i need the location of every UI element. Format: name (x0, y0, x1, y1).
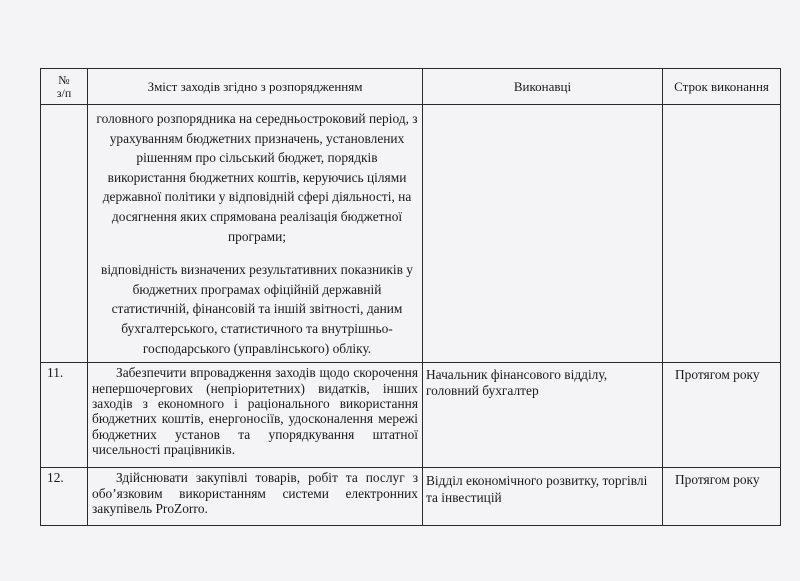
row-12-content: Здійснювати закупівлі товарів, робіт та послуг з обо’язковим використанням системи електронних закупівель ProZorro. (88, 468, 423, 526)
header-number (41, 69, 88, 105)
table-row (41, 468, 781, 526)
continuation-paragraph-1: головного розпорядника на середньостроковий період, з урахуванням бюджетних призначень, установлених рішенням про сільський бюджет, порядків використання бюджетних коштів, керуючись цілями державної політики у відповідній сфері діяльності, на досягнення яких спрямована реалізація бюджетної програми; (96, 111, 418, 244)
continuation-paragraph-2: відповідність визначених результативних показників у бюджетних програмах офіційній державній статистичній, фінансовій та іншій звітності, даним бухгалтерського, статистичного та внутрішньо-господарського (управлінського) обліку. (101, 262, 413, 356)
continuation-term-cell (663, 105, 781, 363)
header-executors (423, 69, 663, 105)
header-executors-label: Виконавці (513, 79, 572, 94)
row-11-number: 11. (41, 363, 88, 468)
row-11-content: Забезпечити впровадження заходів щодо скорочення непершочергових (непріоритетних) видатків, інших заходів з економного і раціонального використання бюджетних коштів, енергоносіїв, удосконалення мережі бюджетних установ та упорядкування штатної чисельності працівників. (88, 363, 423, 468)
continuation-content-cell (88, 105, 423, 363)
row-12-number: 12. (41, 468, 88, 526)
continuation-executors-cell (423, 105, 663, 363)
row-11-executors: Начальник фінансового відділу, головний бухгалтер (423, 363, 663, 468)
header-content (88, 69, 423, 105)
row-11-term: Протягом року (663, 363, 781, 468)
header-term-label: Строк виконання (674, 79, 769, 94)
table-header-row (41, 69, 781, 105)
table-row (41, 363, 781, 468)
table-row-continuation (41, 105, 781, 363)
measures-table (40, 68, 781, 526)
header-content-label: Зміст заходів згідно з розпорядженням (147, 79, 363, 94)
header-number-label: № з/п (56, 72, 72, 100)
continuation-number-cell (41, 105, 88, 363)
row-12-executors: Відділ економічного розвитку, торгівлі та інвестицій (423, 468, 663, 526)
row-12-term: Протягом року (663, 468, 781, 526)
header-term (663, 69, 781, 105)
